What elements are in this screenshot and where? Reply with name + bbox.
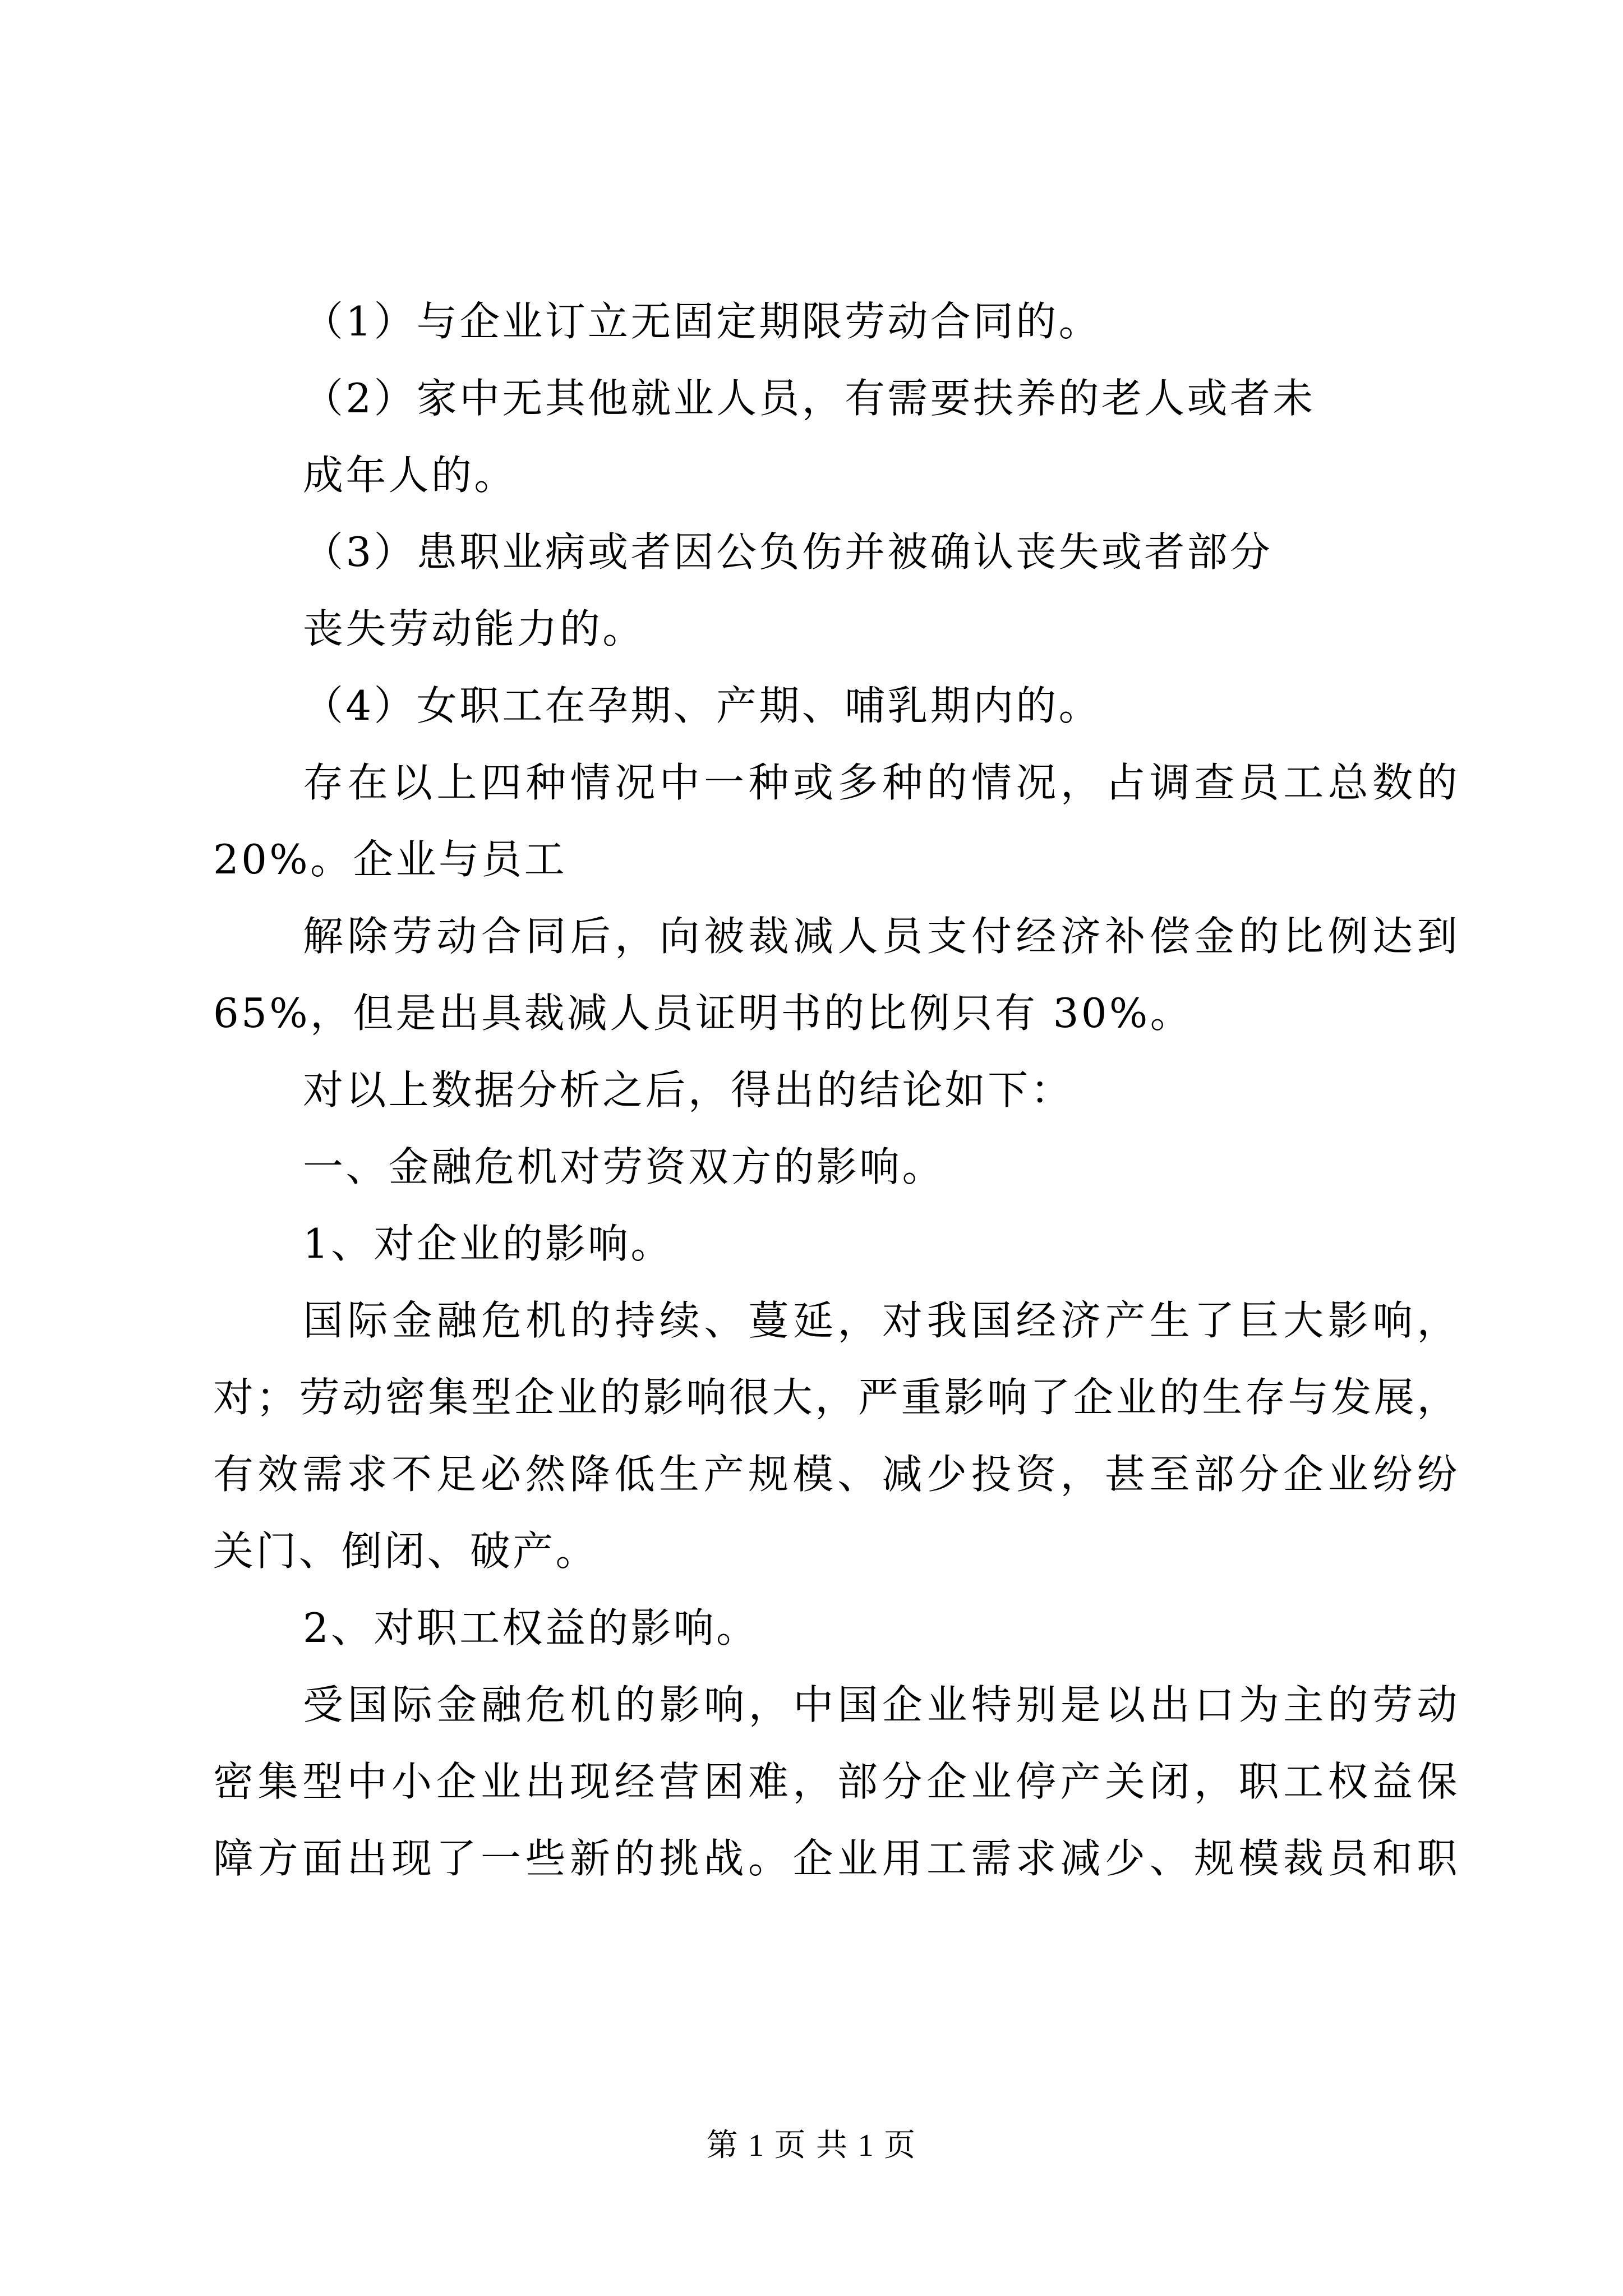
section-heading: 一、金融危机对劳资双方的影响。 (303, 1143, 945, 1190)
paragraph-line: 存在以上四种情况中一种或多种的情况，占调查员工总数的 (303, 759, 1458, 806)
paragraph-line: 障方面出现了一些新的挑战。企业用工需求减少、规模裁员和职 (213, 1835, 1458, 1882)
paragraph-line: 丧失劳动能力的。 (303, 605, 645, 652)
document-body (213, 283, 1458, 1897)
paragraph-line: （2）家中无其他就业人员，有需要扶养的老人或者未 (303, 375, 1316, 422)
paragraph-line: 成年人的。 (303, 452, 517, 499)
paragraph-line: 有效需求不足必然降低生产规模、减少投资，甚至部分企业纷纷 (213, 1451, 1458, 1498)
paragraph-line: 对；劳动密集型企业的影响很大，严重影响了企业的生存与发展， (213, 1374, 1458, 1421)
paragraph-line: 对以上数据分析之后，得出的结论如下： (303, 1066, 1073, 1114)
paragraph-line: （3）患职业病或者因公负伤并被确认丧失或者部分 (303, 528, 1273, 576)
paragraph-line: （4）女职工在孕期、产期、哺乳期内的。 (303, 682, 1101, 729)
subsection-heading: 2、对职工权益的影响。 (303, 1604, 759, 1651)
paragraph-line: 关门、倒闭、破产。 (213, 1527, 598, 1575)
paragraph-line: 受国际金融危机的影响，中国企业特别是以出口为主的劳动 (303, 1681, 1458, 1728)
paragraph-line: 国际金融危机的持续、蔓延，对我国经济产生了巨大影响， (303, 1297, 1458, 1344)
paragraph-line: 65%，但是出具裁减人员证明书的比例只有 30%。 (213, 990, 1193, 1037)
paragraph-line: 20%。企业与员工 (213, 836, 567, 883)
paragraph-line: 密集型中小企业出现经营困难，部分企业停产关闭，职工权益保 (213, 1758, 1458, 1805)
subsection-heading: 1、对企业的影响。 (303, 1220, 674, 1267)
paragraph-line: 解除劳动合同后，向被裁减人员支付经济补偿金的比例达到 (303, 913, 1458, 960)
paragraph-line: （1）与企业订立无固定期限劳动合同的。 (303, 298, 1101, 345)
page-number-footer: 第 1 页 共 1 页 (706, 2128, 917, 2163)
